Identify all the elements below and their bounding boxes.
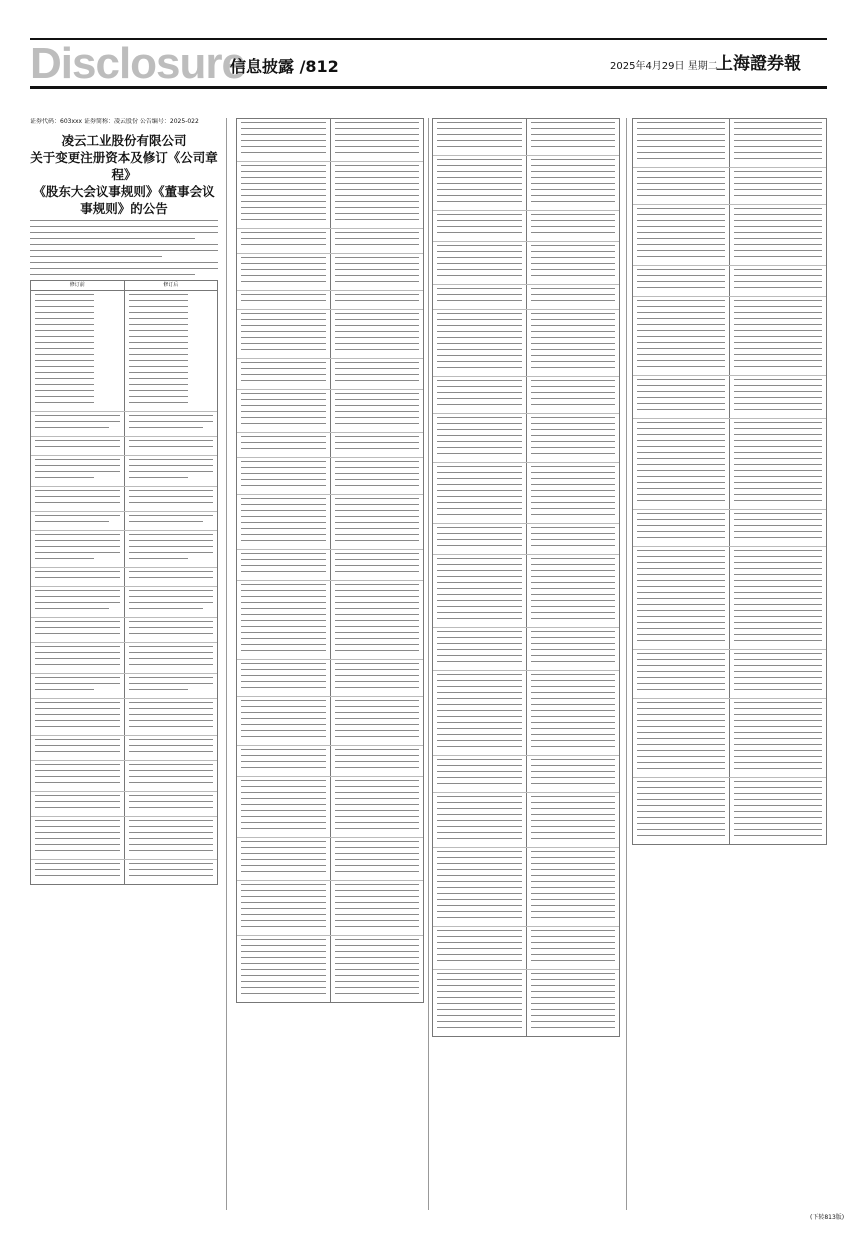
announcement-title-line-2: 《股东大会议事规则》《董事会议事规则》的公告 [33,184,215,216]
announcement-header: 证券代码：603xxx 证券简称：凌云股份 公告编号：2025-022 [30,118,199,125]
brand-logo: Disclosure [30,39,245,88]
revision-table-continued [632,118,827,845]
column-after: 修订后 [124,281,218,290]
date-line: 2025年4月29日 星期二 [610,61,718,72]
revision-table-header [31,281,217,291]
column-divider [626,118,627,1210]
revision-table-continued [236,118,424,1003]
column-2 [236,118,424,1210]
section-title: 信息披露 /812 [230,57,339,76]
masthead [30,40,827,89]
column-before: 修订前 [69,282,85,288]
column-1 [30,118,218,1210]
revision-table-continued [432,118,620,1037]
announcement-title-line-1: 关于变更注册资本及修订《公司章程》 [30,150,218,182]
column-divider [226,118,227,1210]
company-name: 凌云工业股份有限公司 [61,133,187,148]
revision-table [30,280,218,885]
column-4 [632,118,827,1210]
announcement-body [30,220,218,275]
continued-note: (下转813版) [810,1214,845,1221]
column-3 [432,118,620,1210]
newspaper-logo: 上海證券報 [716,54,801,74]
column-divider [428,118,429,1210]
